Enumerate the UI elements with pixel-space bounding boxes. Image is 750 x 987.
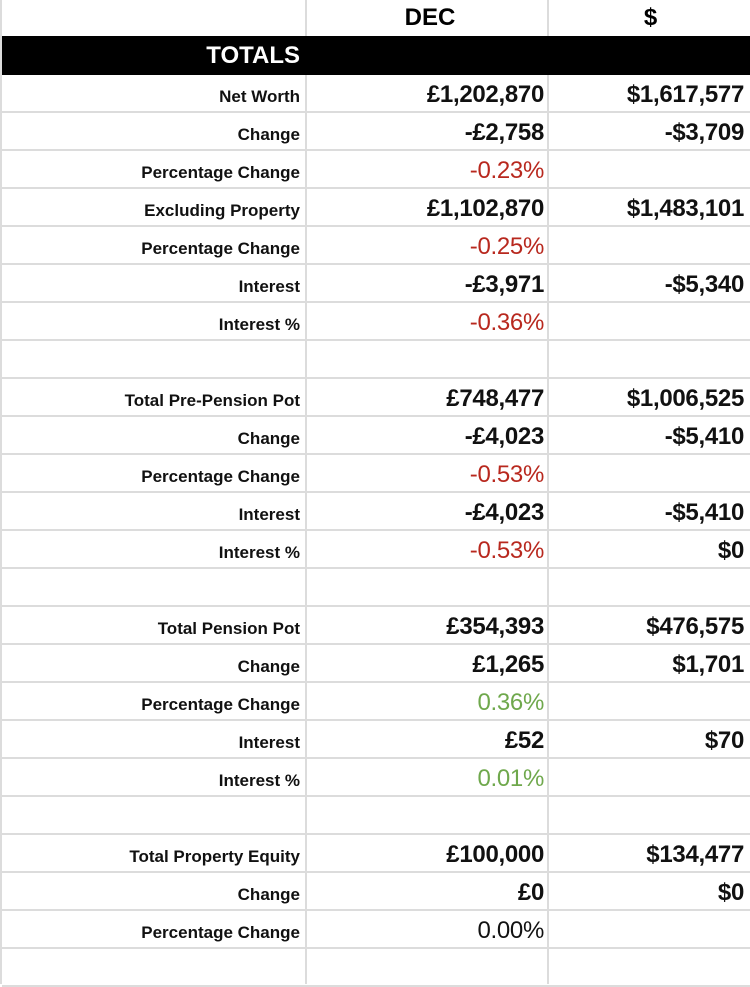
row-value-dec[interactable] [309,797,551,833]
row-value-usd[interactable]: -$5,410 [664,423,744,450]
table-row [2,607,750,645]
row-label[interactable] [2,949,307,985]
row-value-usd[interactable] [551,569,750,605]
column-header-usd[interactable]: $ [643,4,658,31]
row-value-dec[interactable]: £1,102,870 [426,195,544,222]
row-label[interactable] [2,341,307,377]
row-label[interactable]: Excluding Property [144,201,300,220]
row-value-dec[interactable] [309,341,551,377]
row-label[interactable]: Change [237,657,300,676]
row-value-usd[interactable]: -$5,410 [664,499,744,526]
row-value-usd[interactable]: $1,483,101 [626,195,744,222]
column-header-row [2,0,750,36]
row-value-usd[interactable]: $0 [717,879,744,906]
table-row [2,151,750,189]
row-value-dec[interactable]: -£3,971 [464,271,544,298]
table-row [2,683,750,721]
row-value-usd[interactable]: $0 [717,537,744,564]
row-value-dec[interactable]: 0.36% [477,689,544,716]
row-label[interactable]: Change [237,885,300,904]
row-value-usd[interactable]: $476,575 [646,613,744,640]
row-value-dec[interactable]: £52 [504,727,544,754]
row-label[interactable]: Change [237,125,300,144]
table-row [2,759,750,797]
row-label[interactable]: Interest [238,733,300,752]
table-row [2,227,750,265]
row-label[interactable] [2,797,307,833]
row-value-dec[interactable]: £354,393 [446,613,544,640]
row-value-dec[interactable]: -£4,023 [464,499,544,526]
row-value-dec[interactable]: £0 [517,879,544,906]
table-row [2,873,750,911]
row-label[interactable]: Net Worth [219,87,300,106]
row-value-usd[interactable] [551,303,750,339]
table-row [2,189,750,227]
table-row [2,341,750,379]
row-value-usd[interactable]: -$3,709 [664,119,744,146]
row-label[interactable]: Total Property Equity [129,847,300,866]
row-label[interactable]: Total Pension Pot [157,619,300,638]
row-value-usd[interactable]: -$5,340 [664,271,744,298]
row-value-dec[interactable]: -0.25% [469,233,544,260]
row-label[interactable]: Change [237,429,300,448]
row-value-usd[interactable] [551,911,750,947]
row-value-dec[interactable]: £1,265 [472,651,544,678]
row-value-usd[interactable] [551,949,750,985]
row-value-dec[interactable]: £100,000 [446,841,544,868]
row-label[interactable]: Percentage Change [141,467,300,486]
row-value-usd[interactable] [551,151,750,187]
row-label[interactable]: Total Pre-Pension Pot [124,391,300,410]
table-row [2,113,750,151]
row-label[interactable]: Interest % [218,543,300,562]
row-value-dec[interactable] [309,949,551,985]
row-value-dec[interactable]: £1,202,870 [426,81,544,108]
table-row [2,531,750,569]
totals-title[interactable]: TOTALS [206,41,300,69]
table-row [2,645,750,683]
row-value-dec[interactable]: -0.36% [469,309,544,336]
row-value-dec[interactable]: -0.53% [469,461,544,488]
row-value-usd[interactable]: $70 [704,727,744,754]
row-value-usd[interactable] [551,797,750,833]
table-row [2,949,750,987]
row-label[interactable]: Percentage Change [141,239,300,258]
table-row [2,493,750,531]
table-row [2,265,750,303]
row-label[interactable]: Interest [238,505,300,524]
row-value-dec[interactable]: -0.23% [469,157,544,184]
row-label[interactable]: Interest % [218,315,300,334]
row-value-usd[interactable]: $1,006,525 [626,385,744,412]
row-value-dec[interactable] [309,569,551,605]
table-row [2,75,750,113]
row-value-dec[interactable]: 0.01% [477,765,544,792]
table-row [2,417,750,455]
row-label[interactable]: Percentage Change [141,923,300,942]
row-value-usd[interactable]: $1,701 [672,651,744,678]
row-value-dec[interactable]: -£4,023 [464,423,544,450]
row-value-dec[interactable]: -£2,758 [464,119,544,146]
row-value-usd[interactable] [551,683,750,719]
table-row [2,835,750,873]
row-value-dec[interactable]: 0.00% [477,917,544,944]
table-row [2,911,750,949]
table-row [2,797,750,835]
table-row [2,455,750,493]
row-value-dec[interactable]: £748,477 [446,385,544,412]
row-value-usd[interactable] [551,455,750,491]
row-label[interactable]: Percentage Change [141,163,300,182]
row-value-dec[interactable]: -0.53% [469,537,544,564]
totals-section-header [2,36,750,75]
table-row [2,569,750,607]
column-header-dec[interactable]: DEC [404,4,456,31]
row-value-usd[interactable] [551,759,750,795]
row-label[interactable]: Interest [238,277,300,296]
table-row [2,303,750,341]
row-value-usd[interactable]: $134,477 [646,841,744,868]
row-label[interactable]: Interest % [218,771,300,790]
row-value-usd[interactable] [551,341,750,377]
row-label[interactable] [2,569,307,605]
row-label[interactable]: Percentage Change [141,695,300,714]
table-row [2,721,750,759]
table-row [2,379,750,417]
row-value-usd[interactable]: $1,617,577 [626,81,744,108]
row-value-usd[interactable] [551,227,750,263]
